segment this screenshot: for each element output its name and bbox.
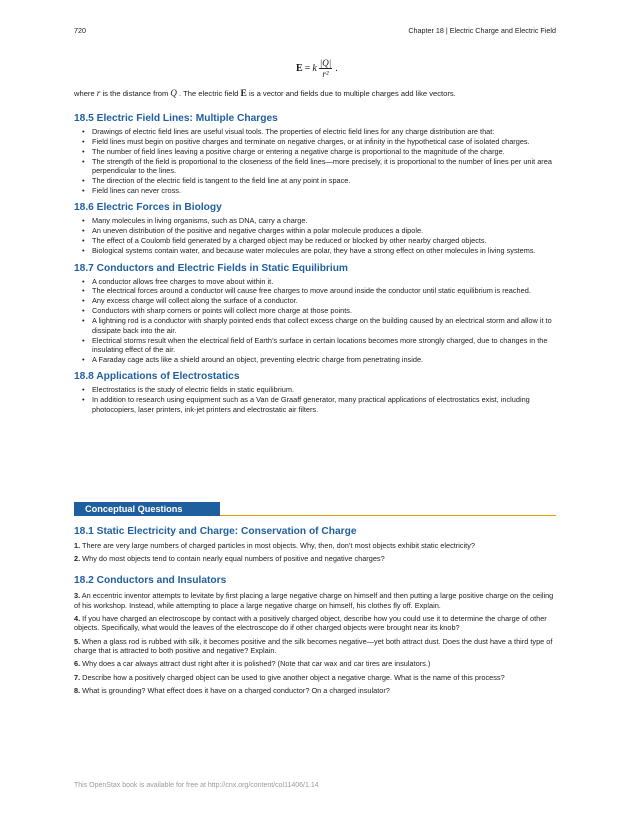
page-number: 720 <box>74 26 86 35</box>
question-item <box>74 614 556 633</box>
question-text: Why does a car always attract dust right after it is polished? (Note that car wax and car tires are insulators.) <box>82 659 431 669</box>
question-group <box>74 574 556 699</box>
question-group-title: 18.1 Static Electricity and Charge: Conservation of Charge <box>74 526 357 537</box>
where-line <box>74 88 564 99</box>
question-number: 2. <box>74 554 81 564</box>
list-item: • The effect of a Coulomb field generated by a charged object may be reduced or blocked by other nearby charged objects. <box>92 236 556 246</box>
list-item: • The number of field lines leaving a positive charge or entering a negative charge is proportional to the magnitude of the charge. <box>92 147 556 157</box>
question-item <box>74 686 556 696</box>
conceptual-questions-banner <box>74 502 556 516</box>
formula-fraction <box>319 58 332 79</box>
section-title: 18.7 Conductors and Electric Fields in Static Equilibrium <box>74 262 348 274</box>
question-number: 7. <box>74 672 81 682</box>
conceptual-questions-label: Conceptual Questions <box>74 502 220 516</box>
question-item <box>74 554 556 564</box>
question-text: Why do most objects tend to contain nearly equal numbers of positive and negative charges? <box>82 554 385 564</box>
bullet-list <box>74 277 556 365</box>
formula-lhs: E <box>296 63 303 74</box>
list-item: • A Faraday cage acts like a shield around an object, preventing electric charge from penetrating inside. <box>92 355 556 365</box>
where-symbol-r: r <box>96 88 101 98</box>
list-item: • An uneven distribution of the positive and negative charges within a polar molecule produces a dipole. <box>92 226 556 236</box>
list-item: • A conductor allows free charges to move about within it. <box>92 277 556 287</box>
question-item <box>74 673 556 683</box>
list-item: • In addition to research using equipment such as a Van de Graaff generator, many practical applications of electrostatics exist, including photocopiers, laser printers, ink-jet printers and electrostatic air filters. <box>92 395 556 414</box>
list-item: • Drawings of electric field lines are useful visual tools. The properties of electric field lines for any charge distribution are that: <box>92 127 556 137</box>
where-text-2: is the distance from <box>102 89 171 98</box>
list-item: • Electrical storms result when the electrical field of Earth’s surface in certain locations becomes more strongly charged, due to changes in the insulating effect of the air. <box>92 336 556 355</box>
where-text-4: is a vector and fields due to multiple charges add like vectors. <box>248 89 456 98</box>
question-number: 1. <box>74 541 81 550</box>
question-number: 4. <box>74 613 81 623</box>
question-number: 3. <box>74 591 81 600</box>
footer-note: This OpenStax book is available for free at http://cnx.org/content/col11406/1.14 <box>74 782 319 789</box>
question-number: 6. <box>74 659 81 669</box>
formula-equals: = <box>304 63 311 74</box>
list-item: • Field lines must begin on positive charges and terminate on negative charges, or at infinity in the hypothetical case of isolated charges. <box>92 137 556 147</box>
formula-numerator: |Q| <box>319 58 332 68</box>
question-item <box>74 637 556 656</box>
question-text: An eccentric inventor attempts to levitate by first placing a large negative charge on himself and then putting a large positive charge on the ceiling of his workshop. Instead, while attempting to place a large negative charge on himself, his clothes fly off. Explain. <box>74 591 554 610</box>
list-item: • Electrostatics is the study of electric fields in static equilibrium. <box>92 385 556 395</box>
list-item: • The direction of the electric field is tangent to the field line at any point in space. <box>92 176 556 186</box>
list-item: • Any excess charge will collect along the surface of a conductor. <box>92 296 556 306</box>
where-symbol-q: Q <box>170 88 177 98</box>
bullet-list <box>74 216 556 255</box>
question-text: What is grounding? What effect does it have on a charged conductor? On a charged insulator? <box>82 685 390 695</box>
formula-k: k <box>312 63 317 74</box>
list-item: • The strength of the field is proportional to the closeness of the field lines—more precisely, it is proportional to the number of lines per unit area perpendicular to the lines. <box>92 157 556 176</box>
where-text-3: . The electric field <box>179 89 241 98</box>
formula-denominator: r² <box>322 69 329 79</box>
question-item <box>74 541 556 551</box>
summary-sections <box>74 112 556 415</box>
question-item <box>74 591 556 610</box>
electric-field-formula <box>296 58 338 79</box>
chapter-title: Chapter 18 | Electric Charge and Electric Field <box>408 26 556 35</box>
question-number: 5. <box>74 636 81 646</box>
where-text-1: where <box>74 89 97 98</box>
list-item: • A lightning rod is a conductor with sharply pointed ends that collect excess charge on the building caused by an electrical storm and allow it to dissipate back into the air. <box>92 316 556 335</box>
question-text: When a glass rod is rubbed with silk, it becomes positive and the silk becomes negative—yet both attract dust. Does the dust have a third type of charge that is attracted to both positive and negative? Explain. <box>74 636 553 656</box>
list-item: • Biological systems contain water, and because water molecules are polar, they have a strong effect on other molecules in living systems. <box>92 246 556 256</box>
question-number: 8. <box>74 685 81 695</box>
list-item: • Conductors with sharp corners or points will collect more charge at those points. <box>92 306 556 316</box>
bullet-list <box>74 127 556 196</box>
section-title: 18.5 Electric Field Lines: Multiple Charges <box>74 113 278 124</box>
where-symbol-e: E <box>240 89 247 99</box>
question-text: If you have charged an electroscope by contact with a positively charged object, describe how you could use it to determine the charge of other objects. Specifically, what would the leaves of the electroscope do if other charged objects were brought near its knob? <box>74 613 547 633</box>
section-title: 18.8 Applications of Electrostatics <box>74 371 240 383</box>
section-title: 18.6 Electric Forces in Biology <box>74 202 222 214</box>
question-text: There are very large numbers of charged particles in most objects. Why, then, don’t most objects exhibit static electricity? <box>82 541 475 550</box>
question-text: Describe how a positively charged object can be used to give another object a negative charge. What is the name of this process? <box>82 672 505 682</box>
list-item: • Field lines can never cross. <box>92 186 556 196</box>
list-item: • The electrical forces around a conductor will cause free charges to move around inside the conductor until static equilibrium is reached. <box>92 286 556 296</box>
question-group-title: 18.2 Conductors and Insulators <box>74 575 227 586</box>
list-item: • Many molecules in living organisms, such as DNA, carry a charge. <box>92 216 556 226</box>
question-item <box>74 659 556 669</box>
formula-period: . <box>335 63 338 74</box>
bullet-list <box>74 385 556 414</box>
question-group <box>74 525 556 567</box>
